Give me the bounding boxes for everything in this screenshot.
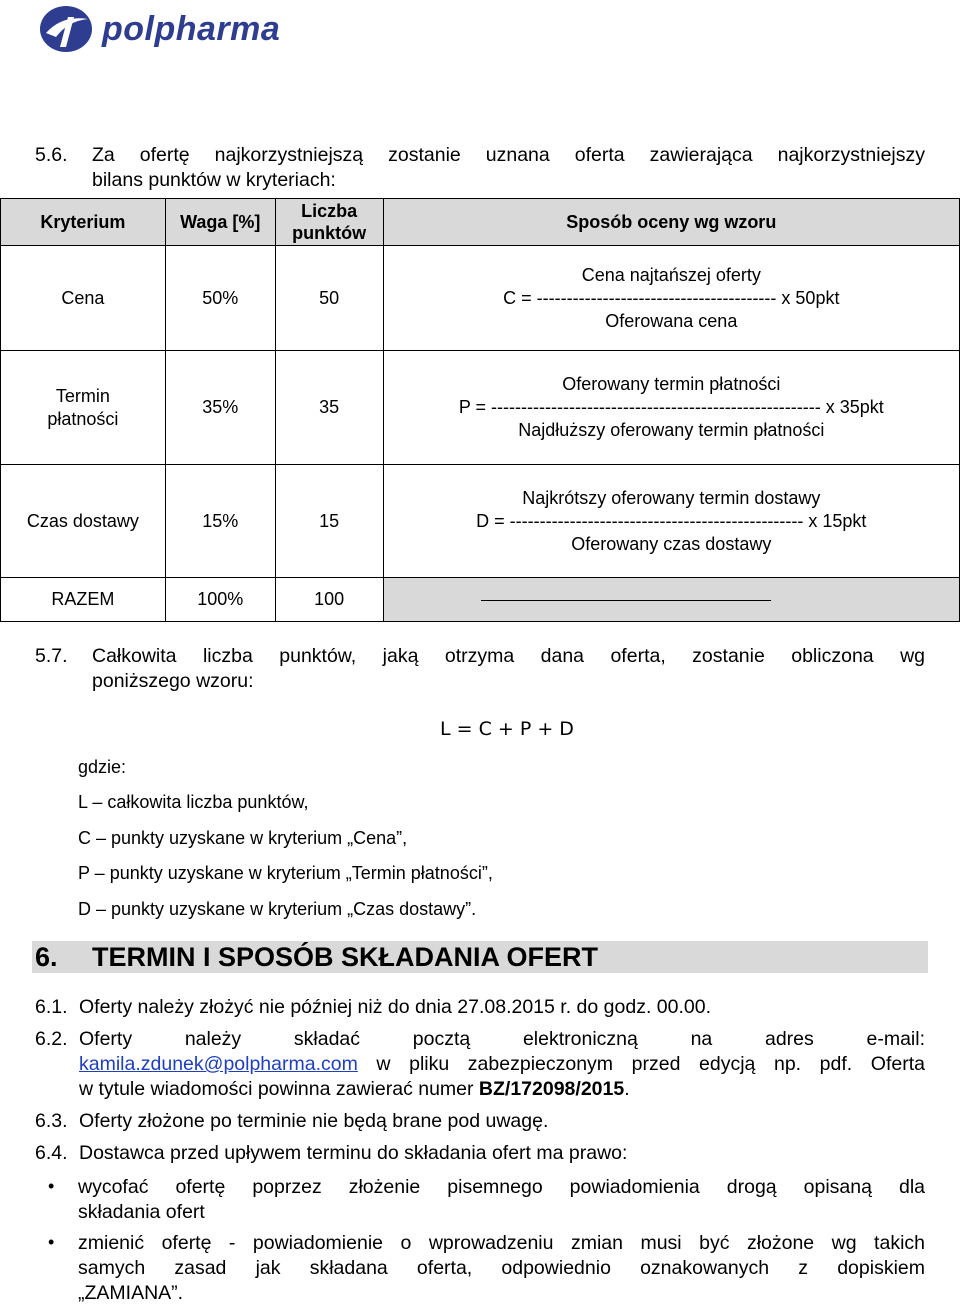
- cell-formula: [383, 465, 959, 578]
- section-text: Za ofertę najkorzystniejszą zostanie uznana oferta zawierająca najkorzystniejszy: [92, 144, 925, 166]
- paragraph-text-post: .: [624, 1078, 630, 1100]
- cell-points: 35: [275, 351, 383, 465]
- paragraph-text: [79, 1077, 925, 1102]
- paragraph-text: Oferty należy złożyć nie później niż do dnia 27.08.2015 r. do godz. 00.00.: [79, 996, 711, 1018]
- definition-item: P – punkty uzyskane w kryterium „Termin płatności”,: [78, 863, 493, 883]
- where-label: gdzie:: [78, 757, 127, 777]
- section-text: poniższego wzoru:: [92, 670, 254, 692]
- email-link[interactable]: kamila.zdunek@polpharma.com: [79, 1053, 358, 1075]
- formula-main: P = ------------------------------------------------------- x 35pkt: [458, 397, 884, 417]
- section-text: Całkowita liczba punktów, jaką otrzyma dana oferta, zostanie obliczona wg: [92, 645, 925, 667]
- formula-denominator: Najdłuższy oferowany termin płatności: [518, 420, 825, 440]
- section-text: bilans punktów w kryteriach:: [92, 169, 336, 191]
- blank-line: [481, 600, 771, 601]
- bullet-item: wycofać ofertę poprzez złożenie pisemnego powiadomienia drogą opisaną dla: [78, 1176, 925, 1198]
- formula-numerator: Oferowany termin płatności: [562, 374, 781, 394]
- section-number: 5.7.: [35, 645, 68, 667]
- cell-weight: 35%: [165, 351, 275, 465]
- criteria-table: [0, 198, 960, 622]
- formula-denominator: Oferowany czas dostawy: [571, 533, 772, 554]
- table-total-row: [1, 578, 960, 622]
- paragraph-text: Oferty złożone po terminie nie będą brane pod uwagę.: [79, 1110, 549, 1132]
- definition-item: L – całkowita liczba punktów,: [78, 792, 309, 812]
- definition-item: C – punkty uzyskane w kryterium „Cena”,: [78, 828, 408, 848]
- cell-criterion: Czas dostawy: [1, 465, 166, 578]
- header-points: Liczba punktów: [275, 199, 383, 246]
- polpharma-logo-icon: [38, 3, 94, 55]
- definition-item: D – punkty uzyskane w kryterium „Czas dostawy”.: [78, 899, 477, 919]
- reference-number: BZ/172098/2015: [478, 1078, 625, 1100]
- cell-weight: 50%: [165, 246, 275, 351]
- formula-main: C = ---------------------------------------- x 50pkt: [503, 287, 840, 308]
- paragraph-text: Dostawca przed upływem terminu do składania ofert ma prawo:: [79, 1142, 628, 1164]
- table-row: [1, 246, 960, 351]
- paragraph-text: [79, 1052, 925, 1077]
- heading-number: 6.: [35, 942, 58, 972]
- cell-criterion: Cena: [1, 246, 166, 351]
- company-logo: [38, 2, 280, 56]
- cell-points: 15: [275, 465, 383, 578]
- cell-weight: 15%: [165, 465, 275, 578]
- header-method: Sposób oceny wg wzoru: [383, 199, 959, 246]
- total-weight: 100%: [165, 578, 275, 622]
- table-row: [1, 351, 960, 465]
- header-weight: Waga [%]: [165, 199, 275, 246]
- bullet-item: zmienić ofertę - powiadomienie o wprowadzeniu zmian musi być złożone wg takich: [78, 1232, 925, 1254]
- cell-formula: [383, 351, 959, 465]
- cell-criterion: Termin płatności: [1, 351, 166, 465]
- formula-denominator: Oferowana cena: [605, 310, 738, 331]
- table-row: [1, 465, 960, 578]
- paragraph-text-rest: w pliku zabezpieczonym przed edycją np. pdf. Oferta: [357, 1053, 925, 1075]
- total-formula-blank: [383, 578, 959, 622]
- section-number: 5.6.: [35, 144, 68, 166]
- total-formula: L = C + P + D: [440, 718, 574, 740]
- logo-text: polpharma: [102, 9, 281, 48]
- total-points: 100: [275, 578, 383, 622]
- paragraph-number: 6.4.: [35, 1142, 68, 1164]
- formula-numerator: Cena najtańszej oferty: [581, 264, 761, 285]
- header-criterion: Kryterium: [1, 199, 166, 246]
- heading-title: TERMIN I SPOSÓB SKŁADANIA OFERT: [92, 942, 599, 972]
- bullet-item-cont: składania ofert: [78, 1201, 205, 1223]
- formula-numerator: Najkrótszy oferowany termin dostawy: [522, 487, 821, 508]
- cell-points: 50: [275, 246, 383, 351]
- bullet-item-cont: samych zasad jak składana oferta, odpowiednio oznakowanych z dopiskiem: [78, 1257, 925, 1279]
- paragraph-text-pre: w tytule wiadomości powinna zawierać numer: [79, 1078, 479, 1100]
- table-header-row: [1, 199, 960, 246]
- paragraph-number: 6.2.: [35, 1028, 68, 1050]
- paragraph-number: 6.1.: [35, 996, 68, 1018]
- bullet-icon: •: [48, 1232, 55, 1252]
- paragraph-text: Oferty należy składać pocztą elektroniczną na adres e-mail:: [79, 1028, 925, 1050]
- cell-formula: [383, 246, 959, 351]
- bullet-icon: •: [48, 1176, 55, 1196]
- total-label: RAZEM: [1, 578, 166, 622]
- bullet-item-cont: „ZAMIANA”.: [78, 1282, 184, 1304]
- paragraph-number: 6.3.: [35, 1110, 68, 1132]
- formula-main: D = ------------------------------------------------- x 15pkt: [476, 510, 867, 531]
- section-6-heading: [32, 941, 928, 973]
